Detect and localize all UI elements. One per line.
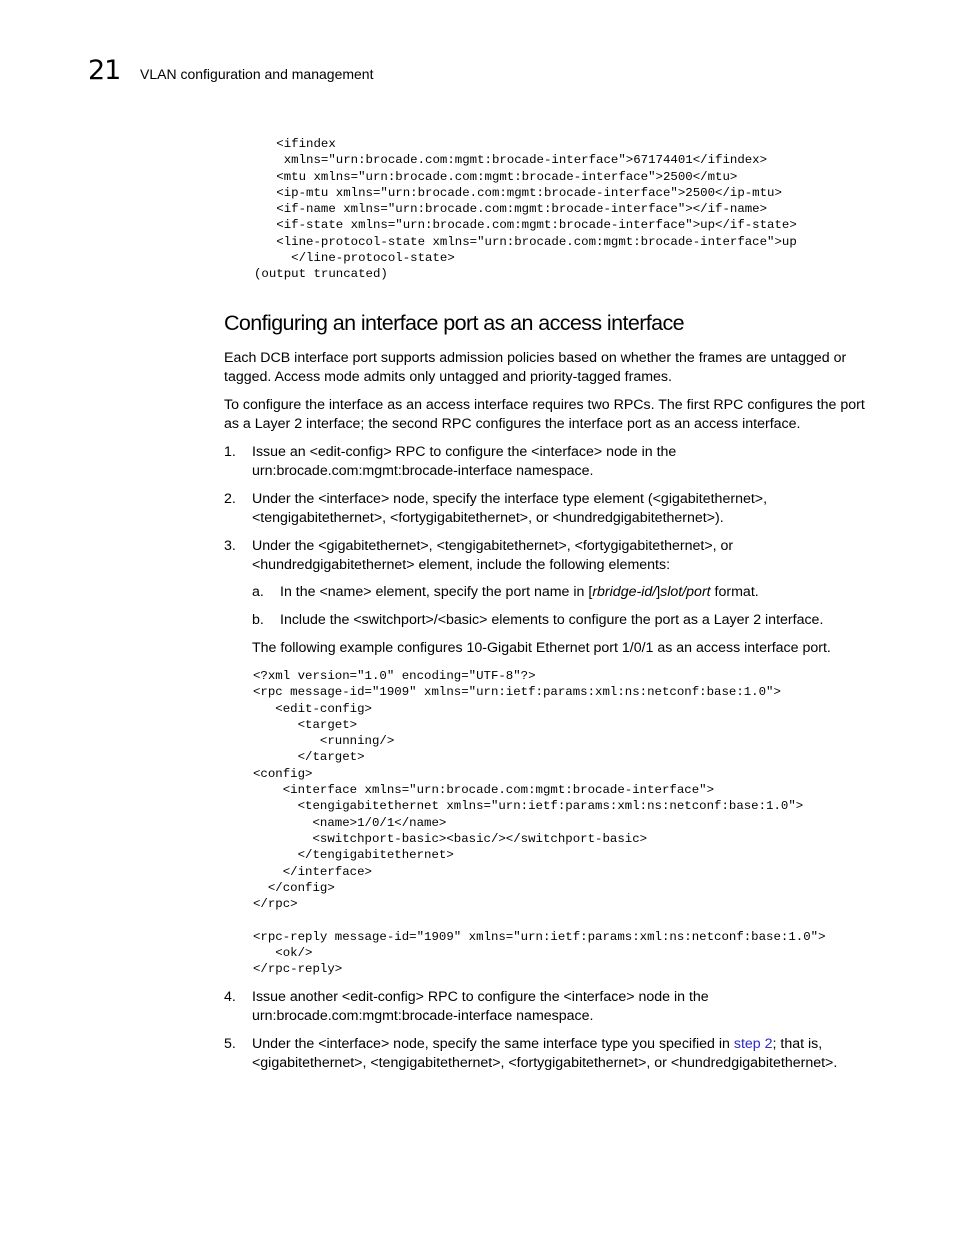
substep-italic-rbridge: rbridge-id/ <box>592 584 657 600</box>
substep-text-part: ] <box>656 584 661 600</box>
substep-text-part: format. <box>710 584 759 600</box>
substep-letter: b. <box>252 612 264 628</box>
step-number: 5. <box>224 1036 236 1052</box>
step-number: 1. <box>224 444 236 460</box>
step-text-part: ; that is, <gigabitethernet>, <tengigabitethernet>, <fortygigabitethernet>, or <hundredgigabitethernet>. <box>252 1036 838 1071</box>
step-2-link[interactable]: step 2 <box>733 1036 773 1052</box>
step-text-part: Under the <interface> node, specify the same interface type you specified in <box>252 1036 734 1052</box>
intro-paragraph: Each DCB interface port supports admission policies based on whether the frames are untagged or tagged. Access mode admits only untagged and priority-tagged frames. <box>224 350 847 385</box>
step-text: Under the <interface> node, specify the interface type element (<gigabitethernet>, <tengigabitethernet>, <fortygigabitethernet>, or <hundredgigabitethernet>). <box>252 491 768 526</box>
substep-italic-slot-port: slot/port <box>660 584 711 600</box>
code-block-example: <?xml version="1.0" encoding="UTF-8"?> <rpc message-id="1909" xmlns="urn:ietf:params:xml:ns:netconf:base:1.0"> <edit-config> <target> <running/> </target> <config> <interface xmlns="urn:brocade.com:mgmt:brocade-interface"> <tengigabitethernet xmlns="urn:ietf:params:xml:ns:netconf:base:1.0"> <name>1/0/1</name> <switchport-basic><basic/></switchport-basic> </tengigabitethernet> </interface> </config> </rpc> <rpc-reply message-id="1909" xmlns="urn:ietf:params:xml:ns:netconf:base:1.0"> <ok/> </rpc-reply> <box>253 669 826 977</box>
step-text: Under the <gigabitethernet>, <tengigabitethernet>, <fortygigabitethernet>, or <hundredgigabitethernet> element, include the following elements: <box>252 538 734 573</box>
section-heading: Configuring an interface port as an access interface <box>224 311 684 335</box>
step-text: Issue another <edit-config> RPC to configure the <interface> node in the urn:brocade.com:mgmt:brocade-interface namespace. <box>252 989 709 1024</box>
step-number: 3. <box>224 538 236 554</box>
chapter-number: 21 <box>88 55 121 86</box>
step-text <box>252 1035 874 1072</box>
substep-text <box>280 583 874 602</box>
rpc-paragraph: To configure the interface as an access interface requires two RPCs. The first RPC configures the port as a Layer 2 interface; the second RPC configures the interface port as an access interface. <box>224 397 865 432</box>
chapter-title: VLAN configuration and management <box>140 66 374 82</box>
substep-text: Include the <switchport>/<basic> elements to configure the port as a Layer 2 interface. <box>280 612 824 628</box>
code-block-output: <ifindex xmlns="urn:brocade.com:mgmt:brocade-interface">67174401</ifindex> <mtu xmlns="urn:brocade.com:mgmt:brocade-interface">2500</mtu> <ip-mtu xmlns="urn:brocade.com:mgmt:brocade-interface">2500</ip-mtu> <if-name xmlns="urn:brocade.com:mgmt:brocade-interface"></if-name> <if-state xmlns="urn:brocade.com:mgmt:brocade-interface">up</if-state> <line-protocol-state xmlns="urn:brocade.com:mgmt:brocade-interface">up </line-protocol-state> (output truncated) <box>254 137 797 282</box>
step-number: 2. <box>224 491 236 507</box>
example-intro: The following example configures 10-Gigabit Ethernet port 1/0/1 as an access interface port. <box>252 640 831 656</box>
step-text: Issue an <edit-config> RPC to configure the <interface> node in the urn:brocade.com:mgmt:brocade-interface namespace. <box>252 444 677 479</box>
substep-text-part: In the <name> element, specify the port name in [ <box>280 584 593 600</box>
substep-letter: a. <box>252 584 264 600</box>
step-number: 4. <box>224 989 236 1005</box>
